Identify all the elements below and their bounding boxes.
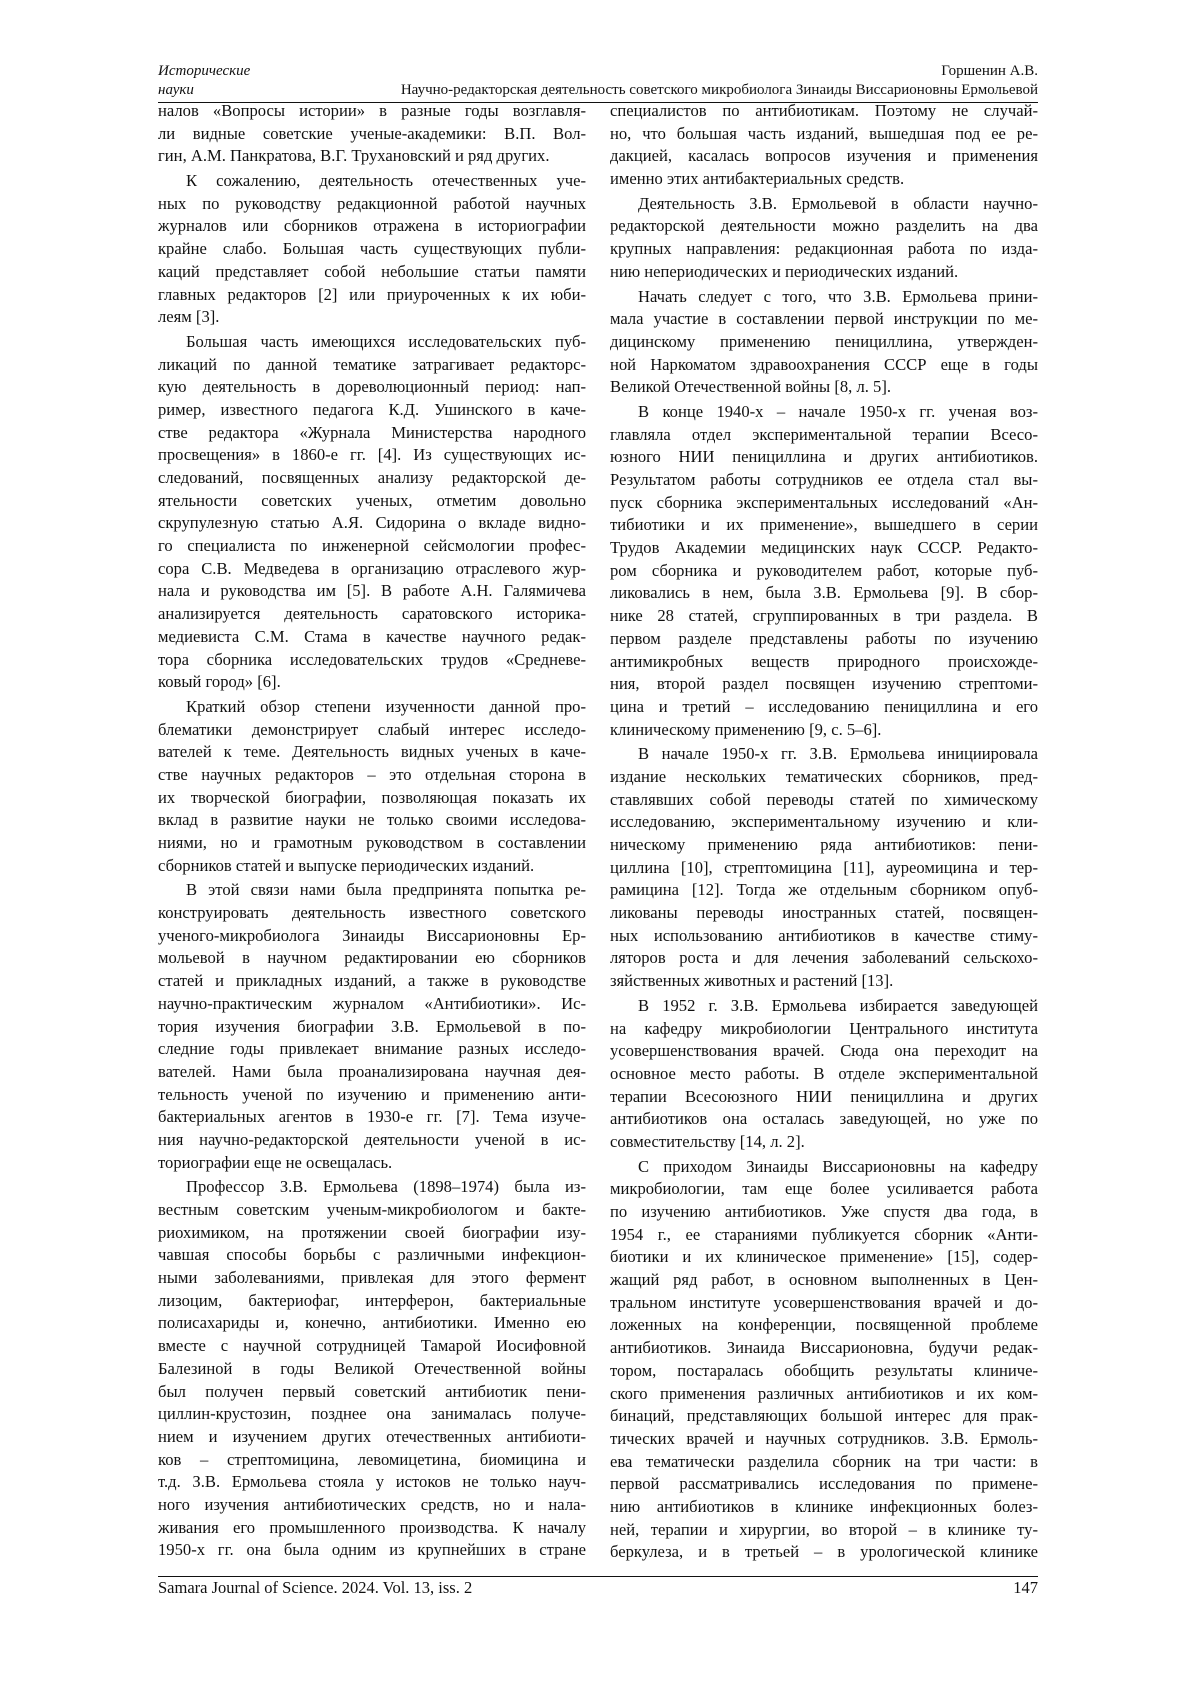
paragraph bbox=[158, 1176, 586, 1562]
text-line: стве редактора «Журнала Министерства народного bbox=[158, 422, 586, 445]
paragraph bbox=[158, 170, 586, 329]
journal-citation: Samara Journal of Science. 2024. Vol. 13, iss. 2 bbox=[158, 1578, 472, 1598]
text-line: именно этих антибактериальных средств. bbox=[610, 168, 1038, 191]
text-line: сборников статей и выпуске периодических изданий. bbox=[158, 855, 586, 878]
text-line: следние годы привлекает внимание разных исследо- bbox=[158, 1038, 586, 1061]
text-line: крупных направления: редакционная работа по изда- bbox=[610, 238, 1038, 261]
text-line: С приходом Зинаиды Виссарионовны на кафедру bbox=[610, 1156, 1038, 1179]
text-line: вателей к теме. Деятельность видных ученых в каче- bbox=[158, 741, 586, 764]
text-line: тральном институте усовершенствования врачей и до- bbox=[610, 1292, 1038, 1315]
text-line: но, что большая часть изданий, вышедшая под ее ре- bbox=[610, 123, 1038, 146]
text-line: ложенных на конференции, посвященной проблеме bbox=[610, 1314, 1038, 1337]
text-line: вместе с научной сотрудницей Тамарой Иосифовной bbox=[158, 1335, 586, 1358]
text-line: ков – стрептомицина, левомицетина, биомицина и bbox=[158, 1449, 586, 1472]
text-line: Деятельность З.В. Ермольевой в области научно- bbox=[610, 193, 1038, 216]
text-line: клиническому применению [9, с. 5–6]. bbox=[610, 719, 1038, 742]
text-line: циллина [10], стрептомицина [11], ауреомицина и тер- bbox=[610, 857, 1038, 880]
text-line: т.д. З.В. Ермольева стояла у истоков не только науч- bbox=[158, 1471, 586, 1494]
text-line: нию антибиотиков в клинике инфекционных болез- bbox=[610, 1496, 1038, 1519]
paragraph bbox=[158, 100, 586, 168]
text-line: 1954 г., ее стараниями публикуется сборник «Анти- bbox=[610, 1224, 1038, 1247]
text-line: Краткий обзор степени изученности данной про- bbox=[158, 696, 586, 719]
text-column-right bbox=[610, 100, 1038, 1566]
text-line: первом разделе представлены работы по изучению bbox=[610, 628, 1038, 651]
text-line: главных редакторов [2] или приуроченных к их юби- bbox=[158, 284, 586, 307]
text-line: статей и прикладных изданий, а также в руководстве bbox=[158, 970, 586, 993]
paragraph bbox=[158, 331, 586, 694]
text-line: ликовались в нем, была З.В. Ермольева [9]. В сбор- bbox=[610, 582, 1038, 605]
text-line: тибиотики и их применение», вышедшего в серии bbox=[610, 514, 1038, 537]
text-line: биотики и их клиническое применение» [15], содер- bbox=[610, 1246, 1038, 1269]
text-line: ковый город» [6]. bbox=[158, 671, 586, 694]
text-line: беркулеза, и в третьей – в урологической клинике bbox=[610, 1541, 1038, 1564]
text-line: был получен первый советский антибиотик пени- bbox=[158, 1381, 586, 1404]
text-line: тических врачей и научных сотрудников. З.В. Ермоль- bbox=[610, 1428, 1038, 1451]
text-line: журналов или сборников отражена в историографии bbox=[158, 215, 586, 238]
text-line: мольевой в научном редактировании ею сборников bbox=[158, 947, 586, 970]
author-name: Горшенин А.В. bbox=[941, 62, 1038, 81]
text-line: В конце 1940-х – начале 1950-х гг. ученая воз- bbox=[610, 401, 1038, 424]
text-line: вклад в развитие науки не только своими исследова- bbox=[158, 809, 586, 832]
paragraph bbox=[158, 879, 586, 1174]
text-line: редакторской деятельности можно разделить на два bbox=[610, 215, 1038, 238]
text-line: ной Наркоматом здравоохранения СССР еще в годы bbox=[610, 354, 1038, 377]
paragraph bbox=[610, 286, 1038, 399]
text-line: вестным советским ученым-микробиологом и бакте- bbox=[158, 1199, 586, 1222]
text-line: Большая часть имеющихся исследовательских пуб- bbox=[158, 331, 586, 354]
text-line: ского применения различных антибиотиков и их ком- bbox=[610, 1383, 1038, 1406]
text-line: Начать следует с того, что З.В. Ермольева прини- bbox=[610, 286, 1038, 309]
text-line: ева тематически разделила сборник на три части: в bbox=[610, 1451, 1038, 1474]
text-line: бактериальных агентов в 1930-е гг. [7]. Тема изуче- bbox=[158, 1106, 586, 1129]
text-line: жащий ряд работ, в основном выполненных в Цен- bbox=[610, 1269, 1038, 1292]
text-line: научно-практическим журналом «Антибиотики». Ис- bbox=[158, 993, 586, 1016]
text-line: Балезиной в годы Великой Отечественной войны bbox=[158, 1358, 586, 1381]
text-line: Результатом работы сотрудников ее отдела стал вы- bbox=[610, 469, 1038, 492]
text-line: ния, второй раздел посвящен изучению стрептоми- bbox=[610, 673, 1038, 696]
text-line: леям [3]. bbox=[158, 306, 586, 329]
paragraph bbox=[610, 743, 1038, 993]
text-line: ных использованию антибиотиков в качестве стиму- bbox=[610, 925, 1038, 948]
text-line: дакцией, касалась вопросов изучения и применения bbox=[610, 145, 1038, 168]
text-line: ученого-микробиолога Зинаиды Виссарионовны Ер- bbox=[158, 925, 586, 948]
paragraph bbox=[610, 100, 1038, 191]
text-line: антибиотиков она осталась заведующей, но уже по bbox=[610, 1108, 1038, 1131]
text-line: тельность ученой по изучению и применению анти- bbox=[158, 1084, 586, 1107]
text-line: крайне слабо. Большая часть существующих публи- bbox=[158, 238, 586, 261]
text-line: первой рассматривались исследования по примене- bbox=[610, 1473, 1038, 1496]
text-line: нала и руководства им [5]. В работе А.Н. Галямичева bbox=[158, 580, 586, 603]
text-line: налов «Вопросы истории» в разные годы возглавля- bbox=[158, 100, 586, 123]
footer-divider bbox=[158, 1576, 1038, 1577]
text-line: совместительству [14, л. 2]. bbox=[610, 1131, 1038, 1154]
text-line: риохимиком, на протяжении своей биографии изу- bbox=[158, 1222, 586, 1245]
text-line: юзного НИИ пенициллина и других антибиотиков. bbox=[610, 446, 1038, 469]
text-line: мала участие в составлении первой инструкции по ме- bbox=[610, 308, 1038, 331]
text-line: основное место работы. В отделе экспериментальной bbox=[610, 1063, 1038, 1086]
text-line: скрупулезную статью А.Я. Сидорина о вкладе видно- bbox=[158, 512, 586, 535]
text-line: нием и изучением других отечественных антибиоти- bbox=[158, 1426, 586, 1449]
text-line: Великой Отечественной войны [8, л. 5]. bbox=[610, 376, 1038, 399]
text-line: ного изучения антибиотических средств, но и нала- bbox=[158, 1494, 586, 1517]
text-line: тором, постаралась обобщить результаты клиниче- bbox=[610, 1360, 1038, 1383]
text-line: антибиотиков. Зинаида Виссарионовна, будучи редак- bbox=[610, 1337, 1038, 1360]
section-name-line1: Исторические bbox=[158, 62, 250, 81]
text-column-left bbox=[158, 100, 586, 1564]
text-line: просвещения» в 1860-е гг. [4]. Из существующих ис- bbox=[158, 444, 586, 467]
text-line: К сожалению, деятельность отечественных уче- bbox=[158, 170, 586, 193]
text-line: живания его промышленного производства. К началу bbox=[158, 1517, 586, 1540]
text-line: антимикробных веществ природного происхожде- bbox=[610, 651, 1038, 674]
text-line: гин, А.М. Панкратова, В.Г. Трухановский и ряд других. bbox=[158, 145, 586, 168]
text-line: ример, известного педагога К.Д. Ушинского в каче- bbox=[158, 399, 586, 422]
paragraph bbox=[610, 401, 1038, 741]
text-line: нию непериодических и периодических изданий. bbox=[610, 261, 1038, 284]
text-line: дицинскому применению пенициллина, утвержден- bbox=[610, 331, 1038, 354]
text-line: цина и третий – исследованию пенициллина и его bbox=[610, 696, 1038, 719]
paragraph bbox=[610, 1156, 1038, 1564]
paragraph bbox=[610, 995, 1038, 1154]
article-title: Научно-редакторская деятельность советского микробиолога Зинаиды Виссарионовны Ермольевой bbox=[401, 81, 1038, 100]
text-line: Трудов Академии медицинских наук СССР. Редакто- bbox=[610, 537, 1038, 560]
text-line: усовершенствования врачей. Сюда она переходит на bbox=[610, 1040, 1038, 1063]
text-line: каций представляет собой небольшие статьи памяти bbox=[158, 261, 586, 284]
text-line: циллин-крустозин, позднее она занималась получе- bbox=[158, 1403, 586, 1426]
page-number: 147 bbox=[1013, 1578, 1038, 1598]
text-line: ниями, но и грамотным руководством в составлении bbox=[158, 832, 586, 855]
text-line: чавшая способы борьбы с различными инфекцион- bbox=[158, 1244, 586, 1267]
text-line: тория изучения биографии З.В. Ермольевой в по- bbox=[158, 1016, 586, 1039]
text-line: нике 28 статей, сгруппированных в три раздела. В bbox=[610, 605, 1038, 628]
text-line: В этой связи нами была предпринята попытка ре- bbox=[158, 879, 586, 902]
text-line: стве научных редакторов – это отдельная сторона в bbox=[158, 764, 586, 787]
text-line: ными заболеваниями, привлекая для этого фермент bbox=[158, 1267, 586, 1290]
text-line: ставлявших собой переводы статей по химическому bbox=[610, 789, 1038, 812]
text-line: ническому применению ряда антибиотиков: пени- bbox=[610, 834, 1038, 857]
text-line: медиевиста С.М. Стама в качестве научного редак- bbox=[158, 626, 586, 649]
section-name-line2: науки bbox=[158, 81, 250, 100]
text-line: конструировать деятельность известного советского bbox=[158, 902, 586, 925]
text-line: на кафедру микробиологии Центрального института bbox=[610, 1018, 1038, 1041]
text-line: Профессор З.В. Ермольева (1898–1974) была из- bbox=[158, 1176, 586, 1199]
text-line: го специалиста по инженерной сейсмологии профес- bbox=[158, 535, 586, 558]
text-line: следований, посвященных анализу редакторской де- bbox=[158, 467, 586, 490]
text-line: сора С.В. Медведева в организацию отраслевого жур- bbox=[158, 558, 586, 581]
section-name bbox=[158, 62, 250, 100]
text-line: бинаций, представляющих большой интерес для прак- bbox=[610, 1405, 1038, 1428]
text-line: ром сборника и руководителем работ, которые пуб- bbox=[610, 560, 1038, 583]
paragraph bbox=[610, 193, 1038, 284]
text-line: рамицина [12]. Тогда же отдельным сборником опуб- bbox=[610, 879, 1038, 902]
text-line: зяйственных животных и растений [13]. bbox=[610, 970, 1038, 993]
text-line: ляторов роста и для лечения заболеваний сельскохо- bbox=[610, 947, 1038, 970]
text-line: анализируется деятельность саратовского историка- bbox=[158, 603, 586, 626]
text-line: ториографии еще не освещалась. bbox=[158, 1152, 586, 1175]
text-line: 1950-х гг. она была одним из крупнейших в стране bbox=[158, 1539, 586, 1562]
text-line: полисахариды и, конечно, антибиотики. Именно ею bbox=[158, 1312, 586, 1335]
text-line: блематики демонстрирует слабый интерес исследо- bbox=[158, 719, 586, 742]
text-line: ятельности советских ученых, отметим довольно bbox=[158, 490, 586, 513]
text-line: специалистов по антибиотикам. Поэтому не случай- bbox=[610, 100, 1038, 123]
text-line: В начале 1950-х гг. З.В. Ермольева инициировала bbox=[610, 743, 1038, 766]
text-line: тора сборника исследовательских трудов «Средневе- bbox=[158, 649, 586, 672]
paragraph bbox=[158, 696, 586, 878]
text-line: пуск сборника экспериментальных исследований «Ан- bbox=[610, 492, 1038, 515]
text-line: В 1952 г. З.В. Ермольева избирается заведующей bbox=[610, 995, 1038, 1018]
text-line: их творческой биографии, позволяющая показать их bbox=[158, 787, 586, 810]
text-line: ликаций по данной тематике затрагивает редакторс- bbox=[158, 354, 586, 377]
text-line: терапии Всесоюзного НИИ пенициллина и других bbox=[610, 1086, 1038, 1109]
text-line: лизоцим, бактериофаг, интерферон, бактериальные bbox=[158, 1290, 586, 1313]
text-line: исследованию, экспериментальному изучению и кли- bbox=[610, 811, 1038, 834]
text-line: ния научно-редакторской деятельности ученой в ис- bbox=[158, 1129, 586, 1152]
text-line: вателей. Нами была проанализирована научная дея- bbox=[158, 1061, 586, 1084]
text-line: главляла отдел экспериментальной терапии Всесо- bbox=[610, 424, 1038, 447]
text-line: микробиологии, там еще более усиливается работа bbox=[610, 1178, 1038, 1201]
text-line: ликованы переводы иностранных статей, посвящен- bbox=[610, 902, 1038, 925]
running-header bbox=[158, 62, 1038, 102]
text-line: кую деятельность в дореволюционный период: нап- bbox=[158, 376, 586, 399]
text-line: по изучению антибиотиков. Уже спустя два года, в bbox=[610, 1201, 1038, 1224]
text-line: ных по руководству редакционной работой научных bbox=[158, 193, 586, 216]
text-line: издание нескольких тематических сборников, пред- bbox=[610, 766, 1038, 789]
text-line: ли видные советские ученые-академики: В.П. Вол- bbox=[158, 123, 586, 146]
text-line: ней, терапии и хирургии, во второй – в клинике ту- bbox=[610, 1519, 1038, 1542]
